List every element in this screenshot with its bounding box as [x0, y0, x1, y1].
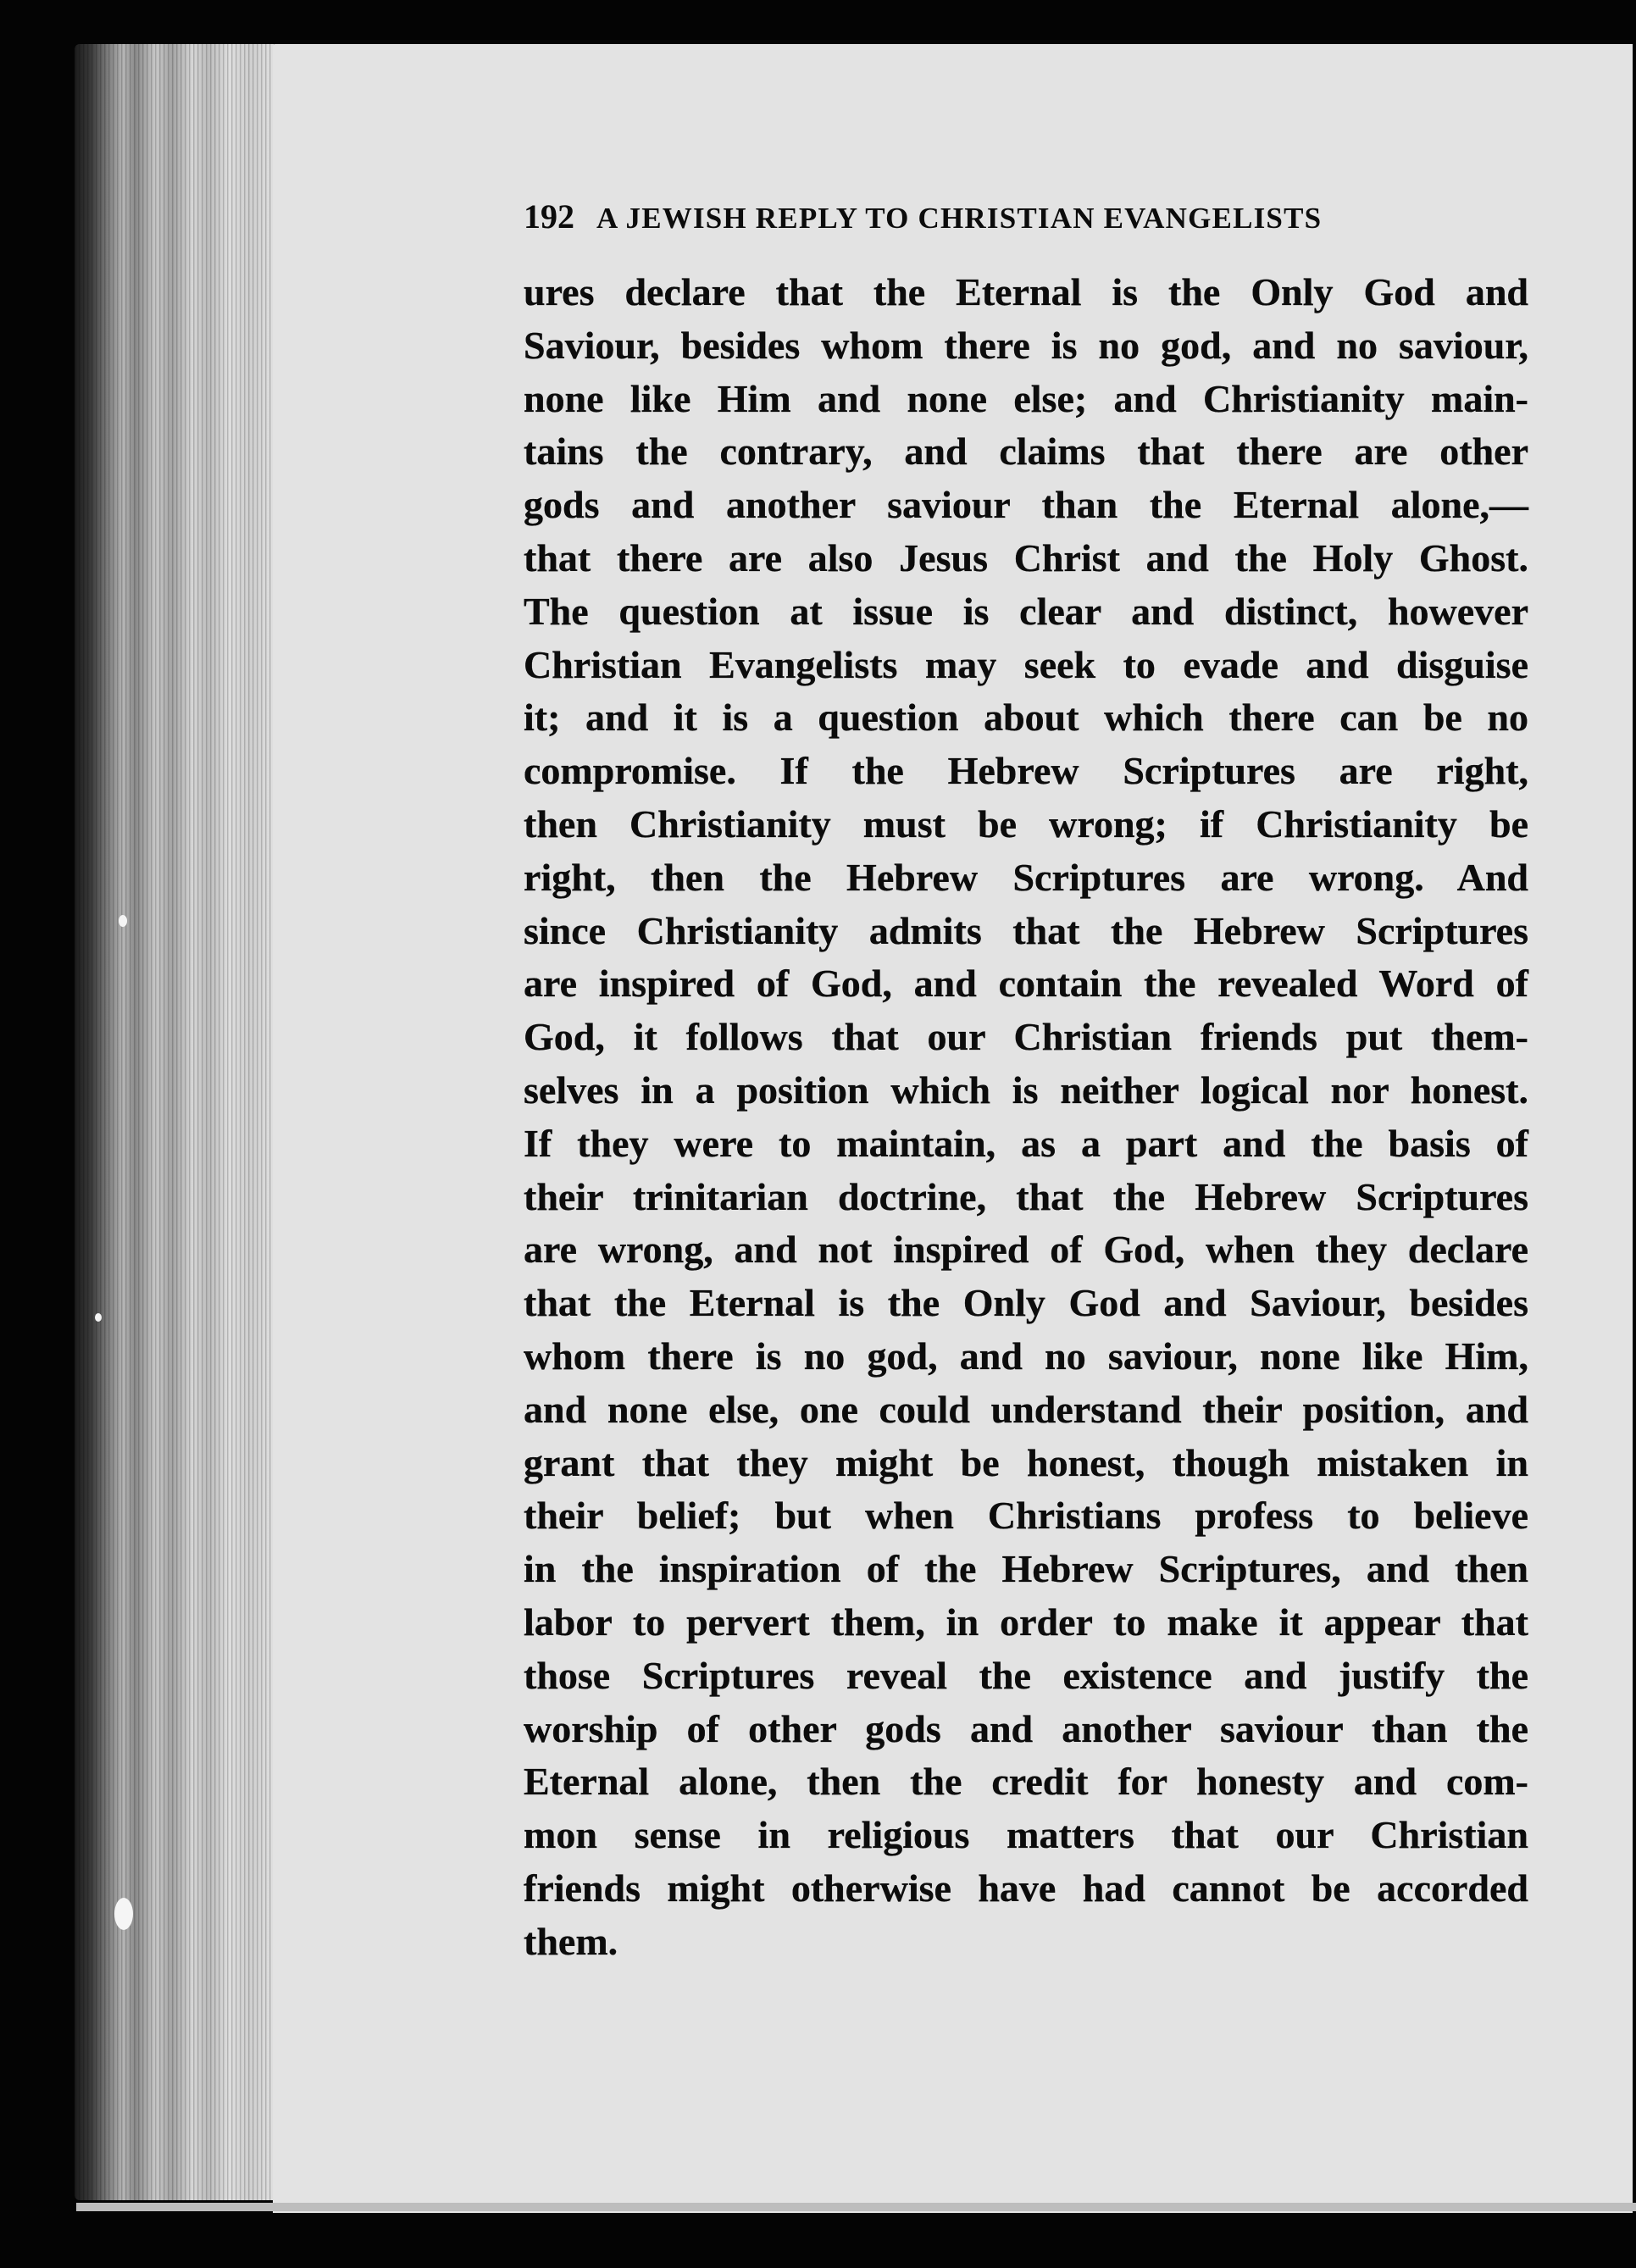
text-line: their trinitarian doctrine, that the Hebrew Scriptures: [524, 1174, 1528, 1218]
text-line: none like Him and none else; and Christianity main-: [524, 376, 1528, 420]
running-title: A JEWISH REPLY TO CHRISTIAN EVANGELISTS: [596, 202, 1323, 235]
text-line: If they were to maintain, as a part and the basis of: [524, 1121, 1528, 1165]
text-line: that the Eternal is the Only God and Saviour, besides: [524, 1281, 1528, 1325]
text-line: and none else, one could understand their position, and: [524, 1387, 1528, 1431]
running-head: [524, 197, 1528, 247]
edge-speck: [114, 1898, 133, 1930]
text-line: then Christianity must be wrong; if Christianity be: [524, 801, 1528, 846]
page-bottom-edge: [76, 2203, 1636, 2211]
text-line: since Christianity admits that the Hebrew Scriptures: [524, 908, 1528, 952]
text-line: selves in a position which is neither logical nor honest.: [524, 1067, 1528, 1112]
body-text: [524, 266, 1528, 1969]
text-line: God, it follows that our Christian friends put them-: [524, 1015, 1528, 1059]
text-line: are wrong, and not inspired of God, when they declare: [524, 1228, 1528, 1272]
book-page-edge: [75, 44, 278, 2200]
text-line: them.: [524, 1919, 618, 1963]
text-line: compromise. If the Hebrew Scriptures are right,: [524, 749, 1528, 793]
page-number: 192: [524, 197, 574, 236]
text-line: those Scriptures reveal the existence and justify the: [524, 1653, 1528, 1697]
edge-speck: [95, 1313, 102, 1322]
text-line: tains the contrary, and claims that there are other: [524, 430, 1528, 474]
text-line: ures declare that the Eternal is the Only God and: [524, 270, 1528, 313]
text-line: it; and it is a question about which there can be no: [524, 696, 1528, 740]
text-line: right, then the Hebrew Scriptures are wrong. And: [524, 855, 1528, 899]
text-line: worship of other gods and another saviour than the: [524, 1706, 1528, 1750]
text-line: their belief; but when Christians profess to believe: [524, 1494, 1528, 1538]
text-line: whom there is no god, and no saviour, none like Him,: [524, 1334, 1528, 1378]
text-line: in the inspiration of the Hebrew Scriptures, and then: [524, 1547, 1528, 1591]
text-line: mon sense in religious matters that our Christian: [524, 1813, 1528, 1857]
text-line: grant that they might be honest, though mistaken in: [524, 1440, 1528, 1484]
page-content: [524, 197, 1528, 1969]
edge-speck: [119, 915, 127, 927]
text-line: are inspired of God, and contain the revealed Word of: [524, 962, 1528, 1006]
text-line: that there are also Jesus Christ and the Holy Ghost.: [524, 535, 1528, 579]
text-line: Saviour, besides whom there is no god, and no saviour,: [524, 323, 1528, 367]
text-line: friends might otherwise have had cannot be accorded: [524, 1866, 1528, 1910]
text-line: gods and another saviour than the Eternal alone,—: [524, 483, 1528, 527]
text-line: Eternal alone, then the credit for honesty and com-: [524, 1760, 1528, 1804]
text-line: labor to pervert them, in order to make it appear that: [524, 1600, 1528, 1644]
text-line: Christian Evangelists may seek to evade and disguise: [524, 642, 1528, 686]
text-line: The question at issue is clear and distinct, however: [524, 589, 1528, 633]
